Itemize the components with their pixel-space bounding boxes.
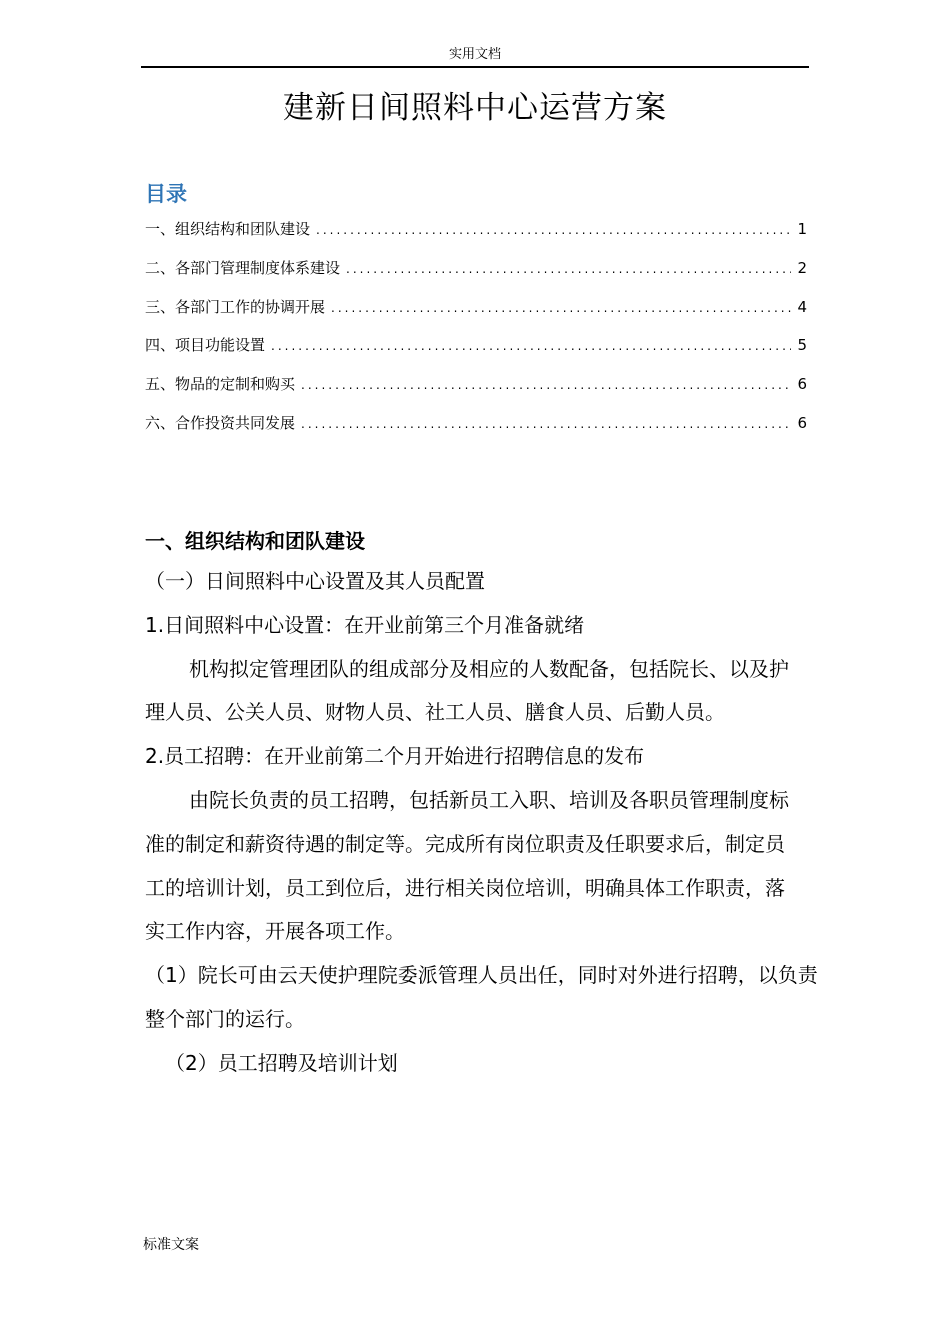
- toc-entry[interactable]: [145, 254, 807, 293]
- document-body: [145, 522, 825, 1086]
- toc-entry-page: 6: [797, 375, 807, 394]
- toc-entry[interactable]: [145, 370, 807, 409]
- paragraph: 由院长负责的员工招聘，包括新员工入职、培训及各职员管理制度标准的制定和薪资待遇的制定等。完成所有岗位职责及任职要求后，制定员工的培训计划，员工到位后，进行相关岗位培训，明确具体工作职责，落实工作内容，开展各项工作。: [145, 787, 789, 944]
- toc-leader-dots: [346, 255, 791, 283]
- header-divider: [141, 66, 809, 68]
- toc-entry-label: 一、组织结构和团队建设: [145, 220, 311, 238]
- toc-entry-page: 6: [797, 413, 807, 432]
- item-title: 2.员工招聘：在开业前第二个月开始进行招聘信息的发布: [145, 744, 645, 769]
- toc-entry-page: 5: [797, 336, 807, 355]
- toc-entry[interactable]: [145, 331, 807, 370]
- toc-entry[interactable]: [145, 215, 807, 254]
- toc-entry-label: 五、物品的定制和购买: [145, 375, 296, 394]
- toc-leader-dots: [271, 332, 791, 360]
- toc-entry-label: 三、各部门工作的协调开展: [145, 297, 326, 316]
- page-footer: 标准文案: [143, 1237, 199, 1253]
- toc-leader-dots: [301, 410, 791, 438]
- document-title: 建新日间照料中心运营方案: [283, 90, 667, 126]
- list-item: （1）院长可由云天使护理院委派管理人员出任，同时对外进行招聘，以负责整个部门的运行。: [145, 963, 818, 1031]
- toc-entry-label: 四、项目功能设置: [145, 336, 266, 355]
- toc-entry[interactable]: [145, 293, 807, 332]
- toc-entry-label: 六、合作投资共同发展: [145, 413, 296, 432]
- page-header: 实用文档: [448, 47, 501, 62]
- item-title: 1.日间照料中心设置：在开业前第三个月准备就绪: [145, 612, 585, 637]
- toc-entry[interactable]: [145, 409, 807, 448]
- toc-leader-dots: [316, 216, 791, 244]
- subsection-heading: （一）日间照料中心设置及其人员配置: [145, 569, 485, 593]
- table-of-contents: [145, 215, 807, 448]
- toc-leader-dots: [331, 294, 791, 322]
- toc-heading: 目录: [145, 182, 187, 206]
- toc-entry-page: 4: [797, 297, 807, 316]
- section-heading: 一、组织结构和团队建设: [145, 529, 365, 553]
- list-item: （2）员工招聘及培训计划: [165, 1050, 398, 1075]
- toc-leader-dots: [301, 371, 791, 399]
- paragraph: 机构拟定管理团队的组成部分及相应的人数配备，包括院长、以及护理人员、公关人员、财物人员、社工人员、膳食人员、后勤人员。: [145, 656, 789, 725]
- toc-entry-label: 二、各部门管理制度体系建设: [145, 258, 341, 277]
- toc-entry-page: 1: [797, 220, 807, 238]
- toc-entry-page: 2: [797, 258, 807, 277]
